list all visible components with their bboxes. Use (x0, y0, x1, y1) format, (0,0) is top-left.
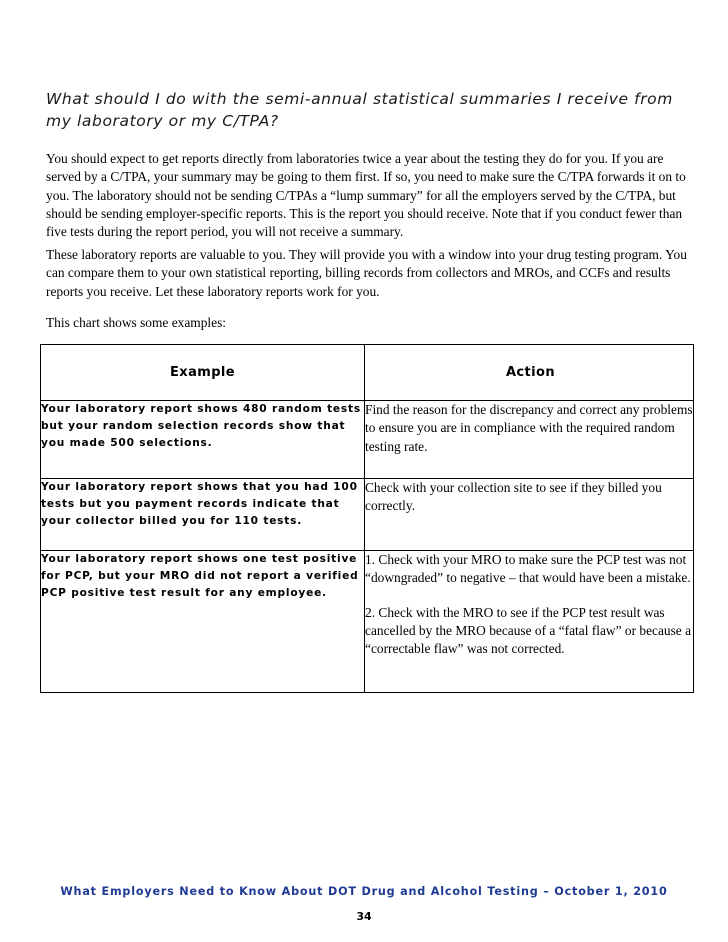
action-cell (365, 479, 694, 551)
table-row (41, 479, 694, 551)
action-text: 2. Check with the MRO to see if the PCP test result was cancelled by the MRO because of a “fatal flaw” or because a “correctable flaw” was not corrected. (365, 604, 692, 657)
page-number: 34 (356, 910, 372, 923)
paragraph-reports-valuable: These laboratory reports are valuable to you. They will provide you with a window into your drug testing program. You can compare them to your own statistical reporting, billing records from collectors and MROs, and CCFs and results reports you receive. Let these laboratory reports work for you. (46, 247, 687, 299)
paragraph-lab-reports-schedule: You should expect to get reports directly from laboratories twice a year about the testing they do for you. If you are served by a C/TPA, your summary may be going to them first. If so, you need to make sure the C/TPA forwards it on to you. The laboratory should not be sending C/TPAs a “lump summary” for all the employers served by the C/TPA, but should be sending employer-specific reports. This is the report you should receive. Note that if you conduct fewer than five tests during the report period, you will not receive a summary. (46, 151, 686, 240)
action-text: Find the reason for the discrepancy and correct any problems to ensure you are in compliance with the required random testing rate. (365, 402, 693, 454)
table-header-row (41, 345, 694, 401)
paragraph-chart-intro: This chart shows some examples: (46, 315, 226, 330)
action-text: Check with your collection site to see if they billed you correctly. (365, 480, 662, 514)
action-cell (365, 551, 694, 693)
example-cell: Your laboratory report shows 480 random tests but your random selection records show that you made 500 selections. (41, 401, 365, 479)
action-text: 1. Check with your MRO to make sure the PCP test was not “downgraded” to negative – that would have been a mistake. (365, 552, 691, 586)
column-header-action: Action (365, 345, 694, 401)
section-heading: What should I do with the semi-annual statistical summaries I receive from my laboratory or my C/TPA? (46, 90, 673, 130)
column-header-example: Example (41, 345, 365, 401)
page-footer: What Employers Need to Know About DOT Drug and Alcohol Testing – October 1, 2010 (60, 885, 668, 898)
action-cell (365, 401, 694, 479)
example-cell: Your laboratory report shows that you had 100 tests but you payment records indicate that your collector billed you for 110 tests. (41, 479, 365, 551)
examples-table (40, 344, 694, 693)
table-row (41, 401, 694, 479)
table-row (41, 551, 694, 693)
example-cell: Your laboratory report shows one test positive for PCP, but your MRO did not report a verified PCP positive test result for any employee. (41, 551, 365, 693)
